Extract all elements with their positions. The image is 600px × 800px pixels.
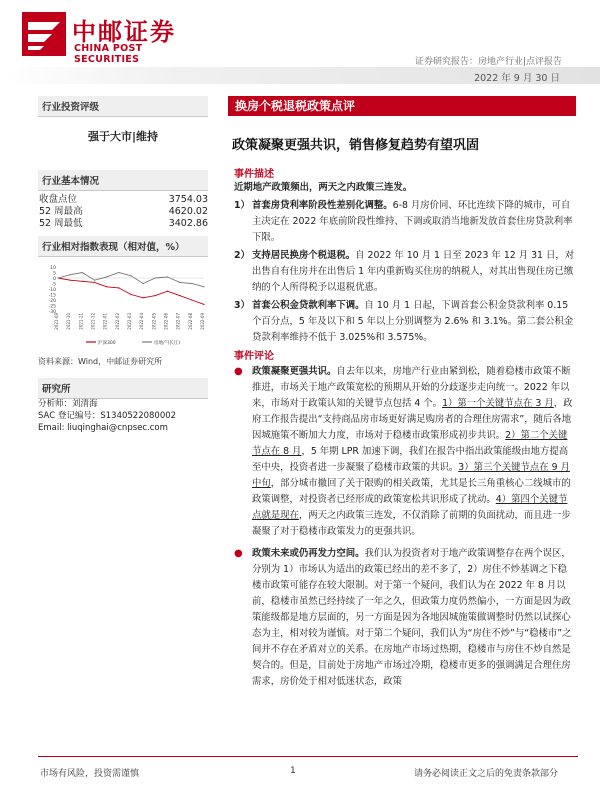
basic-info-row (38, 206, 208, 218)
footer-divider (38, 756, 578, 757)
paragraph-text: 自去年以来，房地产行业由紧到松，随着稳楼市政策不断推进，市场关于地产政策宽松的预期从开始的分歧逐步走向统一。2022 年以来，市场对于政策认知的关键节点包括 4 个。 (252, 366, 571, 409)
basic-info-value: 4620.02 (168, 206, 208, 217)
analyst-sac: SAC 登记编号：S1340522080002 (38, 411, 177, 421)
legend-label: 沪深300 (98, 341, 116, 346)
relative-performance-heading: 行业相对指数表现（相对值，%） (38, 236, 208, 257)
y-tick-label: 0 (53, 277, 56, 282)
event-item-text: 自 2022 年 10 月 1 日至 2023 年 12 月 31 日，对出售自有住房并在出售后 1 年内重新购买住房的纳税人，对其出售现住房已缴纳的个人所得税予以退税优惠。 (252, 250, 575, 293)
data-point (143, 283, 144, 284)
data-point (130, 275, 131, 276)
footer-disclaimer: 请务必阅读正文之后的免责条款部分 (413, 769, 558, 779)
x-tick-label: 2022-04 (139, 313, 145, 330)
event-item (234, 198, 576, 246)
data-point (94, 280, 95, 281)
key-point: 3）第三个关键节点在 9 月中旬 (252, 462, 570, 489)
data-point (82, 281, 83, 282)
basic-info-value: 3402.86 (168, 218, 208, 229)
data-point (179, 282, 180, 283)
commentary-paragraph (234, 364, 576, 540)
event-item (234, 248, 576, 296)
data-point (70, 274, 71, 275)
data-point (191, 299, 192, 300)
event-item-text: 6-8 月房价同、环比连续下降的城市，可自主决定在 2022 年底前阶段性维持、下调或取消当地新发放首套住房贷款利率下限。 (252, 200, 573, 243)
x-tick-label: 2021-10 (66, 313, 72, 330)
basic-info-label: 52 周最低 (39, 218, 83, 229)
x-tick-label: 2021-09 (54, 313, 59, 330)
analyst-name: 分析师：刘清海 (38, 399, 98, 409)
x-tick-label: 2022-07 (175, 313, 181, 330)
y-tick-label: -10 (48, 288, 56, 293)
y-tick-label: -30 (48, 310, 56, 315)
data-point (203, 304, 204, 305)
brand-logo (22, 10, 202, 65)
brand-name-en: CHINA POST SECURITIES (74, 43, 143, 65)
x-tick-label: 2022-03 (127, 313, 132, 330)
series-line (58, 278, 204, 304)
data-point (179, 295, 180, 296)
data-point (82, 272, 83, 273)
page-number: 1 (290, 766, 296, 776)
key-point: 1）第一个关键节点在 3 月 (442, 398, 554, 409)
series-line (58, 273, 204, 287)
event-commentary (234, 364, 576, 690)
x-tick-label: 2022-09 (200, 313, 205, 330)
event-item-text: 自 10 月 1 日起，下调首套公积金贷款利率 0.15 个百分点，5 年及以下和 5 年以上分别调整为 2.6% 和 3.1%。第二套公积金贷款利率维持不低于 3.025%和 3.575%。 (252, 300, 574, 343)
y-tick-label: 10 (50, 266, 56, 271)
x-tick-label: 2021-11 (78, 313, 84, 330)
y-tick-label: -20 (48, 299, 56, 304)
report-date: 2022 年 9 月 30 日 (474, 73, 560, 84)
x-tick-label: 2022-08 (187, 313, 193, 330)
bullet-icon: ● (234, 548, 243, 559)
data-point (130, 294, 131, 295)
paragraph-lead: 政策未来或仍再发力空间。 (252, 548, 365, 559)
basic-info-label: 52 周最高 (39, 206, 83, 217)
data-point (106, 286, 107, 287)
paragraph-text: 我们认为投资者对于地产政策调整存在两个误区，分别为 1）市场认为适出的政策已经出的差不多了，2）房住不炒基调之下稳楼市政策可能存在较大限制。对于第一个疑问，我们认为在 2022 年 8 月以前，稳楼市虽然已经持续了一年之久，但政策力度仍然偏小，一方面是因为政策能级都是地方层面的，另一方面是因为各地因城施策做调整时仍然以试探心态为主，相对较为谨慎。对于第二个疑问，我们认为“房住不炒”与“稳楼市”之间并不存在矛盾对立的关系。在房地产市场过热期，稳楼市与房住不炒自然是契合的。但是，目前处于房地产市场过冷期，稳楼市更多的强调满足合理住房需求，房价处于相对低迷状态，政策 (252, 548, 572, 687)
y-tick-label: -15 (48, 293, 56, 299)
data-point (118, 272, 119, 273)
basic-info-row (38, 218, 208, 230)
report-subtitle: 政策凝聚更强共识，销售修复趋势有望巩固 (232, 138, 480, 153)
basic-info-label: 收盘点位 (39, 194, 78, 205)
commentary-paragraph (234, 546, 576, 690)
paragraph-text: ，两天之内政策三连发，不仅消除了前期的负面扰动，而且进一步凝聚了对于稳楼市政策发力的更强共识。 (252, 510, 571, 537)
data-point (57, 277, 58, 278)
basic-info-heading: 行业基本情况 (38, 170, 208, 191)
y-tick-label: 5 (53, 271, 56, 277)
research-heading: 研究所 (38, 378, 208, 399)
y-tick-label: -5 (51, 282, 56, 288)
event-item-lead: 首套房贷利率阶段性差别化调整。 (252, 200, 393, 211)
event-item-number: 3） (234, 300, 250, 311)
paragraph-text: ，部分城市撤回了关于限购的相关政策，尤其是长三角重核心二线城市的政策调整，对投资者已经形成的政策宽松共识形成了扰动。 (252, 478, 571, 505)
rating-heading: 行业投资评级 (38, 96, 208, 117)
x-tick-label: 2022-06 (163, 313, 169, 330)
legend-label: 房地产(长江) (154, 341, 181, 346)
relative-performance-chart (38, 264, 208, 346)
event-intro: 近期地产政策频出，两天之内政策三连发。 (234, 182, 413, 193)
event-item-lead: 支持居民换房个税退税。 (252, 250, 356, 261)
paragraph-text: ，5 年期 LPR 加速下调，我们在报告中指出政策能级由地方提高至中央，投资者进一步凝聚了稳楼市政策的共识。 (252, 446, 569, 473)
report-title: 换房个税退税政策点评 (228, 96, 576, 116)
data-point (155, 277, 156, 278)
data-point (118, 287, 119, 288)
x-tick-label: 2022-05 (151, 313, 157, 330)
y-tick-label: -25 (48, 304, 56, 310)
basic-info-value: 3754.03 (168, 194, 208, 205)
data-point (167, 276, 168, 277)
data-point (167, 291, 168, 292)
key-point: 4）第四个关键节点就是现在 (252, 494, 568, 521)
data-point (203, 286, 204, 287)
data-point (106, 276, 107, 277)
data-point (94, 282, 95, 283)
report-type: 证券研究报告：房地产行业|点评报告 (414, 57, 562, 67)
data-point (70, 280, 71, 281)
event-description (234, 180, 576, 346)
section-heading-commentary: 事件评论 (234, 351, 274, 362)
x-tick-label: 2021-12 (90, 313, 96, 330)
paragraph-lead: 政策凝聚更强共识。 (252, 366, 337, 377)
paragraph-text: ，政府工作报告提出“支持商品房市场更好满足购房者的合理住房需求”，随后各地因城施策不断加大力度，市场对于稳楼市政策形成初步共识。 (252, 398, 573, 441)
analyst-info (38, 398, 208, 434)
data-point (191, 283, 192, 284)
basic-info-row (38, 194, 208, 206)
event-item-number: 2） (234, 250, 250, 261)
industry-rating: 强于大市|维持 (87, 130, 159, 143)
data-point (155, 295, 156, 296)
key-point: 2）第二个关键节点在 8 月 (252, 430, 568, 457)
basic-info-table (38, 194, 208, 230)
bullet-icon: ● (234, 366, 243, 377)
analyst-email[interactable]: Email: liuqinghai@cnpsec.com (38, 423, 168, 433)
china-post-logo-icon (22, 12, 66, 56)
event-item (234, 298, 576, 346)
footer-risk-notice: 市场有风险，投资需谨慎 (40, 769, 140, 779)
data-point (143, 297, 144, 298)
chart-source: 资料来源：Wind，中邮证券研究所 (38, 357, 163, 366)
section-heading-event: 事件描述 (234, 169, 274, 180)
event-item-number: 1） (234, 200, 250, 211)
event-item-lead: 首套公积金贷款利率下调。 (252, 300, 365, 311)
x-tick-label: 2022-01 (102, 313, 108, 330)
x-tick-label: 2022-02 (114, 313, 120, 330)
brand-name-cn: 中邮证券 (72, 18, 176, 46)
